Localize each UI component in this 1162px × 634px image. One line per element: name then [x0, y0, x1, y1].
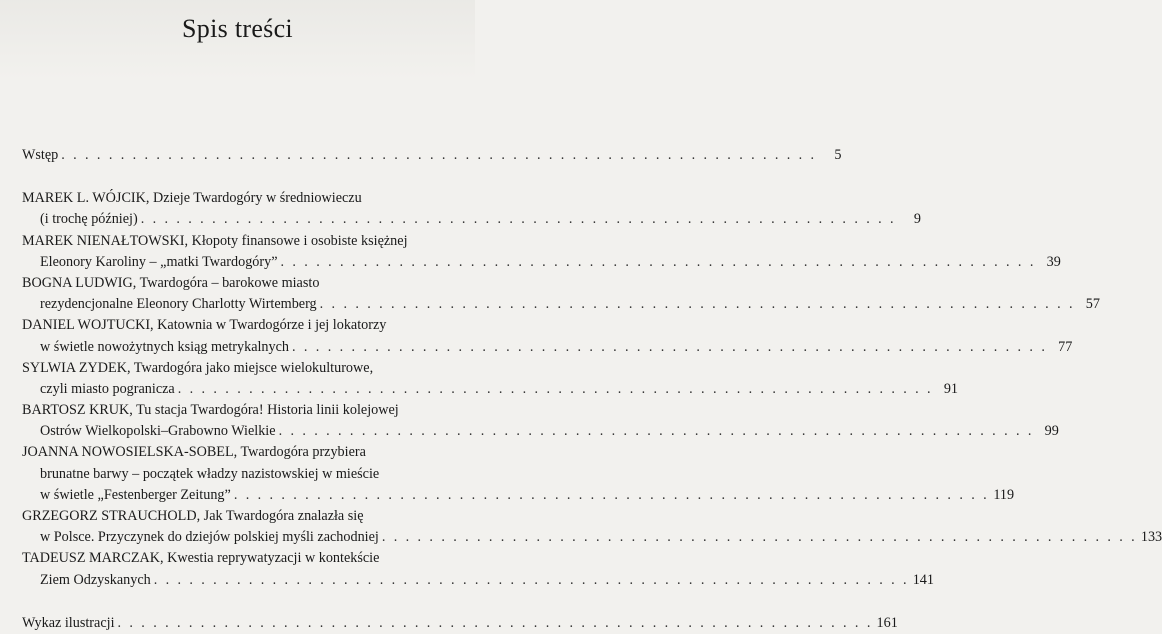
- toc-entry-text: SYLWIA ZYDEK, Twardogóra jako miejsce wielokulturowe,: [22, 359, 374, 376]
- page-number: 91: [943, 380, 958, 397]
- dot-leader: . . . . . . . . . . . . . . . . . . . . . . . . . . . . . . . . . . . . . . . . . . . . . . . . . . . . . . . . . . . . . . . .: [319, 296, 1075, 313]
- toc-entry-text: Wstęp: [22, 147, 59, 163]
- dot-leader: . . . . . . . . . . . . . . . . . . . . . . . . . . . . . . . . . . . . . . . . . . . . . . . . . . . . . . . . . . . . . . . .: [140, 211, 896, 228]
- toc-entry: [22, 358, 958, 400]
- toc-entry-text: TADEUSZ MARCZAK, Kwestia reprywatyzacji w kontekście: [22, 550, 380, 567]
- toc-entry-text: Wykaz ilustracji: [22, 614, 115, 631]
- dot-leader: . . . . . . . . . . . . . . . . . . . . . . . . . . . . . . . . . . . . . . . . . . . . . . . . . . . . . . . . . . . . . . . .: [61, 147, 817, 163]
- toc-entry-text: w świetle nowożytnych ksiąg metrykalnych: [40, 338, 290, 355]
- toc-line: [22, 421, 1059, 442]
- dot-leader: . . . . . . . . . . . . . . . . . . . . . . . . . . . . . . . . . . . . . . . . . . . . . . . . . . . . . . . . . . . . . . . .: [153, 571, 909, 588]
- toc-entry-text: Eleonory Karoliny – „matki Twardogóry”: [40, 253, 278, 270]
- toc-entry-text: GRZEGORZ STRAUCHOLD, Jak Twardogóra znalazła się: [22, 508, 364, 524]
- page-number: 119: [993, 486, 1015, 503]
- page-number: 77: [1058, 338, 1073, 355]
- toc-entry: [22, 442, 1015, 506]
- dot-leader: . . . . . . . . . . . . . . . . . . . . . . . . . . . . . . . . . . . . . . . . . . . . . . . . . . . . . . . . . . . . . . . .: [278, 423, 1034, 440]
- page-number: 141: [912, 571, 934, 588]
- toc-line: [22, 315, 458, 336]
- dot-leader: . . . . . . . . . . . . . . . . . . . . . . . . . . . . . . . . . . . . . . . . . . . . . . . . . . . . . . . . . . . . . . . .: [292, 338, 1048, 355]
- toc-line: [22, 527, 1162, 548]
- table-of-contents: [22, 145, 1162, 634]
- toc-entry: [22, 231, 1061, 273]
- toc-entry-text: czyli miasto pogranicza: [40, 380, 175, 397]
- toc-line: [22, 570, 934, 591]
- toc-line: [22, 400, 458, 421]
- toc-line: [22, 337, 1073, 358]
- toc-entry-text: MAREK NIENAŁTOWSKI, Kłopoty finansowe i osobiste księżnej: [22, 232, 408, 249]
- toc-entry-text: w Polsce. Przyczynek do dziejów polskiej myśli zachodniej: [40, 529, 379, 546]
- dot-leader: . . . . . . . . . . . . . . . . . . . . . . . . . . . . . . . . . . . . . . . . . . . . . . . . . . . . . . . . . . . . . . . .: [177, 380, 933, 397]
- dot-leader: . . . . . . . . . . . . . . . . . . . . . . . . . . . . . . . . . . . . . . . . . . . . . . . . . . . . . . . . . . . . . . . .: [280, 253, 1036, 270]
- toc-entry-text: DANIEL WOJTUCKI, Katownia w Twardogórze i jej lokatorzy: [22, 317, 387, 334]
- toc-line: [22, 145, 842, 166]
- page-number: 9: [913, 211, 921, 228]
- dot-leader: . . . . . . . . . . . . . . . . . . . . . . . . . . . . . . . . . . . . . . . . . . . . . . . . . . . . . . . . . . . . . . . .: [381, 529, 1138, 546]
- page-number: 39: [1046, 253, 1061, 270]
- toc-entry-text: rezydencjonalne Eleonory Charlotty Wirtemberg: [40, 296, 317, 313]
- dot-leader: . . . . . . . . . . . . . . . . . . . . . . . . . . . . . . . . . . . . . . . . . . . . . . . . . . . . . . . . . . . . . . . .: [233, 486, 990, 503]
- toc-entry: [22, 145, 842, 166]
- page-number: 133: [1140, 529, 1162, 546]
- dot-leader: . . . . . . . . . . . . . . . . . . . . . . . . . . . . . . . . . . . . . . . . . . . . . . . . . . . . . . . . . . . . . . . .: [117, 614, 873, 631]
- toc-entry-text: Ostrów Wielkopolski–Grabowno Wielkie: [40, 423, 276, 440]
- toc-entry-text: BARTOSZ KRUK, Tu stacja Twardogóra! Historia linii kolejowej: [22, 402, 399, 419]
- toc-line: [22, 442, 458, 463]
- toc-entry: [22, 315, 1073, 357]
- toc-line: [22, 358, 458, 379]
- toc-entry: [22, 400, 1059, 442]
- toc-entry-text: (i trochę później): [40, 211, 138, 228]
- toc-entry: [22, 548, 934, 590]
- page-number: 99: [1044, 423, 1059, 440]
- toc-entry-text: JOANNA NOWOSIELSKA-SOBEL, Twardogóra przybiera: [22, 444, 366, 461]
- toc-entry: [22, 273, 1100, 315]
- toc-entry: [22, 188, 921, 230]
- toc-line: [22, 464, 458, 485]
- toc-entry-text: brunatne barwy – początek władzy nazistowskiej w mieście: [40, 465, 380, 482]
- toc-line: [22, 273, 458, 294]
- toc-entry-text: BOGNA LUDWIG, Twardogóra – barokowe miasto: [22, 274, 320, 291]
- toc-line: [22, 209, 921, 230]
- toc-line: [22, 294, 1100, 315]
- toc-entry-text: MAREK L. WÓJCIK, Dzieje Twardogóry w średniowieczu: [22, 190, 362, 207]
- page-number: 5: [834, 147, 842, 163]
- toc-entry: [22, 613, 898, 634]
- toc-line: [22, 379, 958, 400]
- page-number: 161: [876, 614, 898, 631]
- toc-entry-text: Ziem Odzyskanych: [40, 571, 151, 588]
- toc-line: [22, 485, 1015, 506]
- toc-line: [22, 506, 458, 527]
- toc-line: [22, 613, 898, 634]
- toc-line: [22, 188, 458, 209]
- page-number: 57: [1085, 296, 1100, 313]
- toc-entry: [22, 506, 1162, 548]
- toc-line: [22, 231, 458, 252]
- toc-line: [22, 548, 458, 569]
- toc-line: [22, 252, 1061, 273]
- toc-entry-text: w świetle „Festenberger Zeitung”: [40, 486, 231, 503]
- page-title: Spis treści: [182, 14, 293, 43]
